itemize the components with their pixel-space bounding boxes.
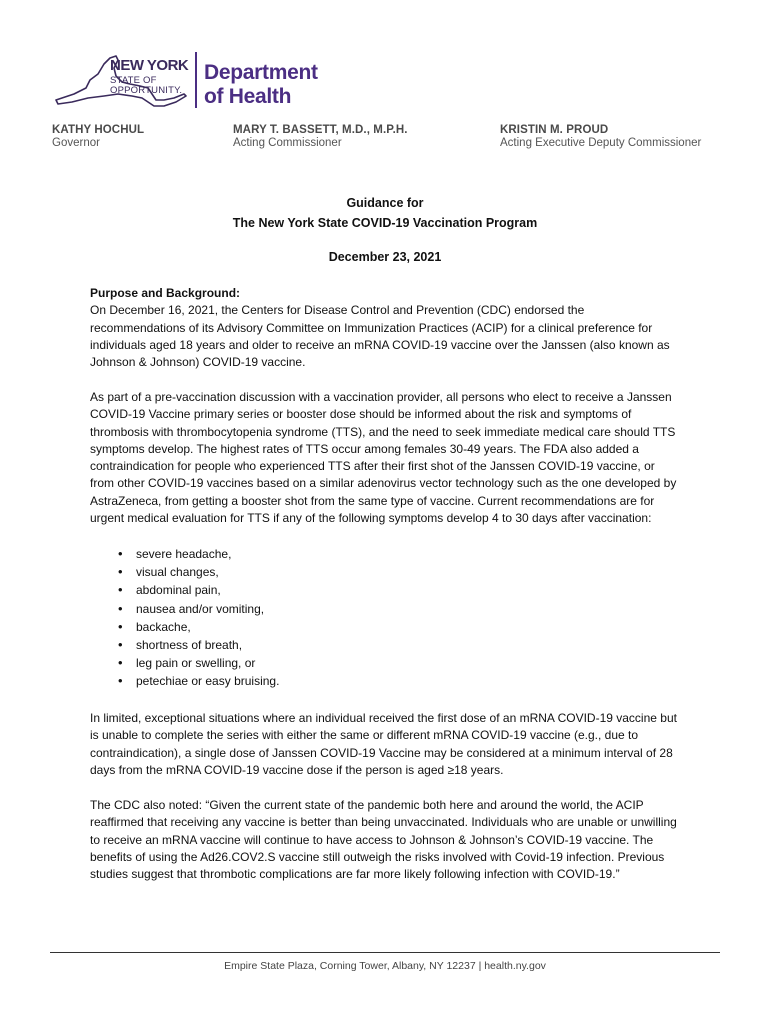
paragraph-1: On December 16, 2021, the Centers for Disease Control and Prevention (CDC) endorsed the recommendations of its Advisory Committee on Immunization Practices (ACIP) for a clinical preference for individuals aged 18 years and older to receive an mRNA COVID-19 vaccine over the Janssen (also known as Johnson & Johnson) COVID-19 vaccine.	[90, 303, 670, 370]
official-commissioner	[233, 124, 408, 149]
logo-divider	[195, 52, 197, 108]
document-date: December 23, 2021	[328, 250, 442, 264]
list-item: • petechiae or easy bruising.	[118, 672, 279, 690]
paragraph-4: The CDC also noted: “Given the current state of the pandemic both here and around the world, the ACIP reaffirmed that receiving any vaccine is better than being unvaccinated. Individuals who are unable or unwilling to receive an mRNA vaccine will continue to have access to Johnson & Johnson’s COVID-19 vaccine. The benefits of using the Ad26.COV2.S vaccine still outweigh the risks involved with Covid-19 infection. Previous studies suggest that thrombotic complications are far more likely following infection with COVID-19.”	[90, 798, 677, 882]
official-title: Acting Executive Deputy Commissioner	[500, 137, 702, 149]
list-item: • leg pain or swelling, or	[118, 654, 279, 672]
footer-address: Empire State Plaza, Corning Tower, Albany, NY 12237 | health.ny.gov	[224, 960, 546, 972]
paragraph-3: In limited, exceptional situations where an individual received the first dose of an mRNA COVID-19 vaccine but is unable to complete the series with either the same or different mRNA COVID-19 vaccine (e.g., due to contraindication), a single dose of Janssen COVID-19 Vaccine may be considered at a minimum interval of 28 days from the mRNA COVID-19 vaccine dose if the person is aged ≥18 years.	[90, 711, 677, 777]
state-tagline-line-1: STATE OF	[110, 75, 157, 86]
purpose-section	[90, 285, 680, 371]
footer-divider	[50, 952, 720, 953]
state-tagline-line-2: OPPORTUNITY.	[110, 85, 183, 96]
heading-line-2: The New York State COVID-19 Vaccination Program	[232, 216, 538, 230]
heading-line-1: Guidance for	[346, 196, 424, 210]
list-item: • visual changes,	[118, 563, 279, 581]
official-title: Acting Commissioner	[233, 137, 342, 149]
symptoms-list	[118, 545, 279, 691]
department-line-2: of Health	[204, 85, 292, 108]
state-name: NEW YORK	[110, 57, 189, 74]
official-title: Governor	[52, 137, 100, 149]
official-name: MARY T. BASSETT, M.D., M.P.H.	[233, 124, 408, 136]
official-name: KATHY HOCHUL	[52, 124, 145, 136]
section-title: Purpose and Background:	[90, 286, 241, 300]
department-name	[204, 61, 318, 109]
list-item: • abdominal pain,	[118, 581, 279, 599]
list-item: • backache,	[118, 618, 279, 636]
department-line-1: Department	[204, 61, 318, 84]
nys-doh-logo	[52, 52, 352, 122]
state-tagline	[110, 76, 182, 96]
paragraph-2: As part of a pre-vaccination discussion with a vaccination provider, all persons who elect to receive a Janssen COVID-19 Vaccine primary series or booster dose should be informed about the risk and symptoms of thrombosis with thrombocytopenia syndrome (TTS), and the need to seek immediate medical care should TTS symptoms develop. The highest rates of TTS occur among females 30-49 years. The FDA also added a contraindication for people who experienced TTS after their first shot of the Janssen COVID-19 vaccine, or from other COVID-19 vaccines based on a similar adenovirus vector technology such as the one developed by AstraZeneca, from getting a booster shot from the same type of vaccine. Current recommendations are for urgent medical evaluation for TTS if any of the following symptoms develop 4 to 30 days after vaccination:	[90, 390, 677, 526]
list-item: • shortness of breath,	[118, 636, 279, 654]
official-name: KRISTIN M. PROUD	[500, 124, 609, 136]
list-item: • severe headache,	[118, 545, 279, 563]
official-governor	[52, 124, 144, 149]
official-deputy-commissioner	[500, 124, 701, 149]
list-item: • nausea and/or vomiting,	[118, 600, 279, 618]
document-heading	[0, 193, 770, 233]
